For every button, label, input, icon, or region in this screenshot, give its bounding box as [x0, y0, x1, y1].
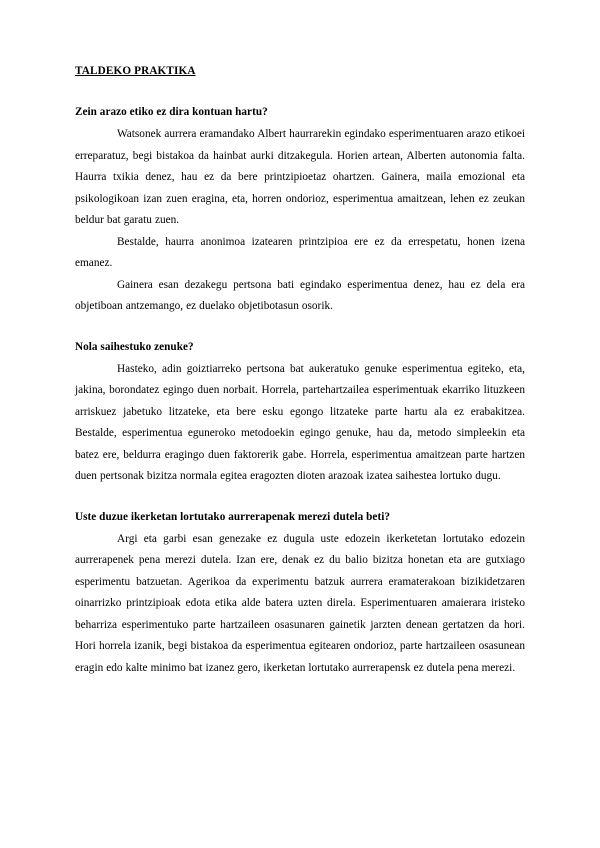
- paragraph: Gainera esan dezakegu pertsona bati egindako esperimentua denez, hau ez dela era objetiboan antzemango, ez duelako objetibotasun osorik.: [75, 278, 525, 312]
- section-heading-2: Nola saihestuko zenuke?: [75, 340, 194, 353]
- section-how-to-avoid: [75, 340, 525, 488]
- spacer: [75, 318, 525, 340]
- paragraph: Hasteko, adin goiztiarreko pertsona bat aukeratuko genuke esperimentua egiteko, eta, jakina, borondatez egingo duen norbait. Horrela, partehartzailea esperimentuak ekarriko lituzkeen arriskuez jabetuko litzateke, eta bere esku egongo litzateke parte hartu ala ez erabakitzea. Bestalde, esperimentua eguneroko metodoekin egingo genuke, hau da, metodo simpleekin eta batez ere, beldurra eragingo duen faktorerik gabe. Horrela, esperimentua amaitzean parte hartzen duen pertsonak bizitza normala egitea eragozten dioten arazoak izatea saihestea lortuko dugu.: [75, 362, 525, 482]
- section-ethical-issues: [75, 105, 525, 318]
- paragraph: Watsonek aurrera eramandako Albert haurrarekin egindako esperimentuaren arazo etikoei erreparatuz, begi bistakoa da hainbat aurki ditzakegula. Horien artean, Alberten autonomia falta. Haurra txikia denez, hau ez da bere printzipioetaz ohartzen. Gainera, maila emozional eta psikologikoan izan zuen eragina, eta, horren ondorioz, esperimentua amaitzean, lehen ez zeukan beldur bat garatu zuen.: [75, 128, 525, 226]
- paragraph: Bestalde, haurra anonimoa izatearen printzipioa ere ez da errespetatu, honen izena emanez.: [75, 235, 525, 269]
- section-research-worth: [75, 510, 525, 680]
- document-title: TALDEKO PRAKTIKA: [75, 65, 196, 77]
- section-heading-3: Uste duzue ikerketan lortutako aurrerapenak merezi dutela beti?: [75, 510, 391, 523]
- spacer: [75, 79, 525, 105]
- spacer: [75, 488, 525, 510]
- paragraph: Argi eta garbi esan genezake ez dugula uste edozein ikerketetan lortutako edozein aurrerapenek pena merezi dutela. Izan ere, denak ez du balio bizitza honetan eta are gutxiago esperimentu batzuetan. Agerikoa da experimentu batzuk aurrera eramaterakoan bizikidetzaren oinarrizko printzipioak edota etika alde batera uzten direla. Esperimentuaren amaierara iristeko beharriza esperimentuko parte hartzaileen osasunaren gainetik jarzten denean gertatzen da hori. Hori horrela izanik, begi bistakoa da esperimentua egitearen ondorioz, parte hartzaileen osasunean eragin edo kalte minimo bat izanez gero, ikerketan lortutako aurrerapensk ez dutela pena merezi.: [75, 532, 525, 674]
- section-heading-1: Zein arazo etiko ez dira kontuan hartu?: [75, 106, 268, 118]
